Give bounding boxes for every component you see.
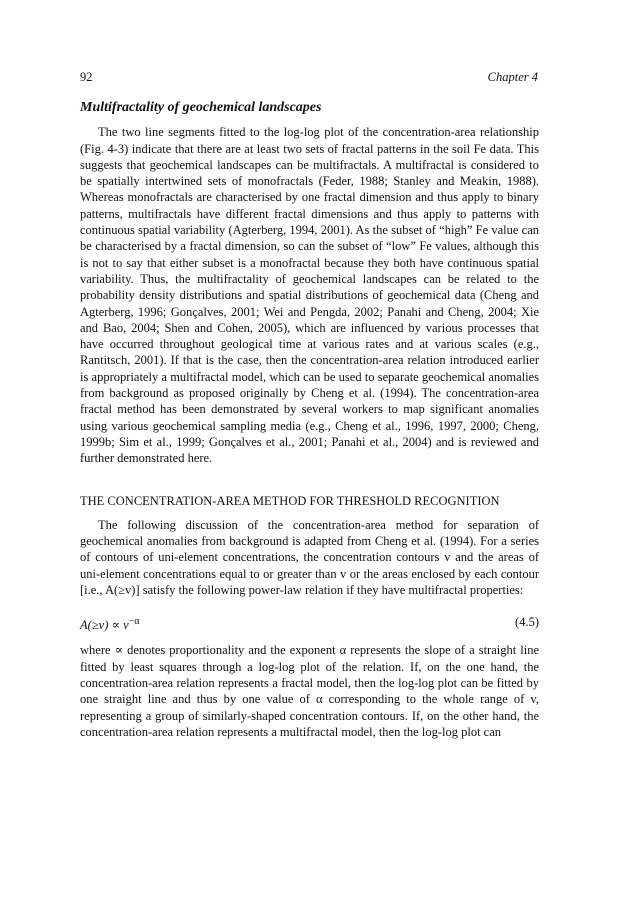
section-heading-multifractality: Multifractality of geochemical landscapes (80, 100, 322, 115)
equation-exponent: −α (128, 616, 140, 628)
chapter-label: Chapter 4 (487, 70, 538, 84)
paragraph-concentration-area: The following discussion of the concentration-area method for separation of geochemical anomalies from background is adapted from Cheng et al. (1994). For a series of contours of uni-element concentrations, the concentration contours v and the areas of uni-element concentrations equal to or greater than v or the areas enclosed by each contour [i.e., A(≥v)] satisfy the following power-law relation if they have multifractal properties: (80, 517, 539, 598)
page-number: 92 (80, 70, 93, 84)
page-body (80, 100, 539, 740)
paragraph-multifractality: The two line segments fitted to the log-log plot of the concentration-area relationship (Fig. 4-3) indicate that there are at least two sets of fractal patterns in the soil Fe data. This suggests that geochemical landscapes can be multifractals. A multifractal is considered to be spatially intertwined sets of monofractals (Feder, 1988; Stanley and Meakin, 1988). Whereas monofractals are characterised by one fractal dimension and thus apply to binary patterns, multifractals have different fractal dimensions and thus apply to patterns with continuous spatial variability (Agterberg, 1994, 2001). As the subset of “high” Fe value can be characterised by a fractal dimension, so can the subset of “low” Fe values, although this is not to say that either subset is a monofractal because they both have continuous spatial variability. Thus, the multifractality of geochemical landscapes can be related to the probability density distributions and spatial distributions of geochemical data (Cheng and Agterberg, 1996; Gonçalves, 2001; Wei and Pengda, 2002; Panahi and Cheng, 2004; Xie and Bao, 2004; Shen and Cohen, 2005), which are influenced by various processes that have occurred throughout geological time at various rates and at various scales (e.g., Rantitsch, 2001). If that is the case, then the concentration-area relation introduced earlier is appropriately a multifractal model, which can be used to separate geochemical anomalies from background as proposed originally by Cheng et al. (1994). The concentration-area fractal method has been demonstrated by several workers to map significant anomalies using various geochemical sampling media (e.g., Cheng et al., 1996, 1997, 2000; Cheng, 1999b; Sim et al., 1999; Gonçalves et al., 2001; Panahi et al., 2004) and is reviewed and further demonstrated here. (80, 125, 539, 466)
equation-number: (4.5) (515, 615, 539, 630)
equation-4-5 (80, 612, 539, 633)
section-heading-concentration-area: THE CONCENTRATION-AREA METHOD FOR THRESHOLD RECOGNITION (80, 493, 500, 508)
paragraph-after-equation: where ∝ denotes proportionality and the exponent α represents the slope of a straight line fitted by least squares through a log-log plot of the relation. If, on the one hand, the concentration-area relation represents a fractal model, then the log-log plot can be fitted by one straight line and thus by one value of α corresponding to the whole range of v, representing a group of similarly-shaped concentration contours. If, on the other hand, the concentration-area relation represents a multifractal model, then the log-log plot can (80, 643, 539, 739)
equation-body (80, 614, 140, 633)
equation-lhs: A(≥v) ∝ v (80, 618, 129, 633)
